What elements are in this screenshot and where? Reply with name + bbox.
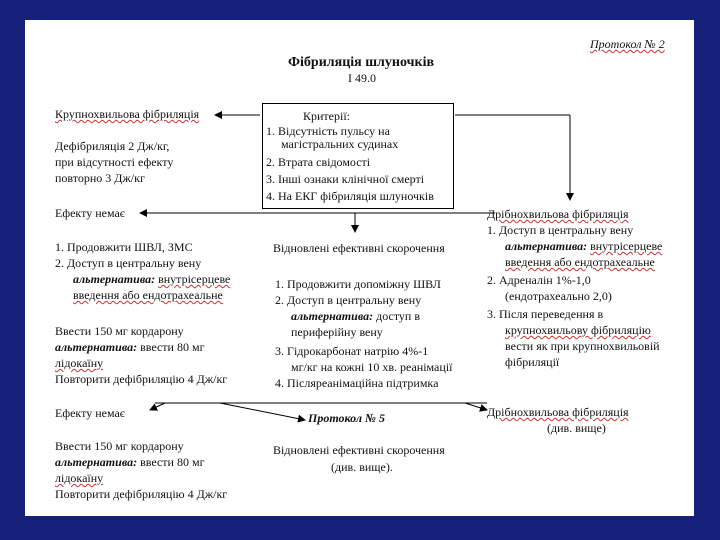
left-drugs-alt-label: альтернатива: bbox=[55, 340, 138, 354]
middle-alt-text: доступ в bbox=[376, 309, 420, 323]
page-title: Фібриляція шлуночків bbox=[288, 55, 435, 70]
left-drugs2-alt-line bbox=[55, 456, 205, 469]
protocol-label: Протокол № 2 bbox=[590, 37, 665, 51]
restored-contractions: Відновлені ефективні скорочення bbox=[273, 241, 445, 255]
criteria-item-4: 4. На ЕКГ фібриляція шлуночків bbox=[266, 189, 434, 203]
protocol-5-label: Протокол № 5 bbox=[308, 411, 385, 425]
criteria-item-1: 1. Відсутність пульсу на bbox=[266, 124, 390, 138]
left-alternative-line bbox=[73, 273, 230, 286]
right-step-3d: фібриляції bbox=[505, 355, 560, 369]
right-alt-line2: введення або ендотрахеальне bbox=[505, 255, 655, 269]
arrow-no-effect-2 bbox=[150, 403, 165, 410]
left-drugs-line3: лідокаїну bbox=[55, 356, 104, 370]
middle-alt-line2: периферійну вену bbox=[291, 325, 383, 339]
left-drugs2-alt-label: альтернатива: bbox=[55, 455, 138, 469]
criteria-heading: Критерії: bbox=[303, 109, 350, 123]
right-step-3b: крупнохвильову фібриляцію bbox=[505, 323, 651, 337]
left-alt-line2: введення або ендотрахеальне bbox=[73, 288, 223, 302]
right-alt-label: альтернатива: bbox=[505, 239, 588, 253]
left-repeat-defib-2: Повторити дефібриляцію 4 Дж/кг bbox=[55, 487, 228, 501]
right-alternative-line bbox=[505, 240, 662, 253]
coarse-fibrillation-heading: Крупнохвильова фібриляція bbox=[55, 107, 200, 121]
defib-line-2: при відсутності ефекту bbox=[55, 155, 174, 169]
middle-alt-label: альтернатива: bbox=[291, 309, 374, 323]
left-drugs-alt-text: ввести 80 мг bbox=[140, 340, 205, 354]
middle-step-1: 1. Продовжити допоміжну ШВЛ bbox=[275, 277, 441, 291]
middle-step-4: 4. Післяреанімаційна підтримка bbox=[275, 376, 439, 390]
arrow-to-fine-bottom bbox=[465, 403, 487, 410]
left-alt-label: альтернатива: bbox=[73, 272, 156, 286]
left-step-2: 2. Доступ в центральну вену bbox=[55, 256, 202, 270]
restored-contractions-2: Відновлені ефективні скорочення bbox=[273, 443, 445, 457]
left-alt-text: внутрісерцеве bbox=[158, 272, 231, 286]
right-alt-text: внутрісерцеве bbox=[590, 239, 663, 253]
defib-line-3: повторно 3 Дж/кг bbox=[55, 171, 145, 185]
left-drugs2-line3: лідокаїну bbox=[55, 471, 104, 485]
middle-step-3b: мг/кг на кожні 10 хв. реанімації bbox=[291, 360, 453, 374]
left-repeat-defib: Повторити дефібриляцію 4 Дж/кг bbox=[55, 372, 228, 386]
right-step-1: 1. Доступ в центральну вену bbox=[487, 223, 634, 237]
flowchart-sheet bbox=[25, 20, 694, 516]
criteria-item-3: 3. Інші ознаки клінічної смерті bbox=[266, 172, 425, 186]
fine-fibrillation-heading: Дрібнохвильова фібриляція bbox=[487, 207, 629, 221]
right-step-3c: вести як при крупнохвильовій bbox=[505, 339, 660, 353]
left-drugs2-line1: Ввести 150 мг кордарону bbox=[55, 439, 184, 453]
arrow-to-restored-2 bbox=[220, 403, 305, 420]
left-drugs-alt-line bbox=[55, 341, 205, 354]
right-step-2b: (ендотрахеально 2,0) bbox=[505, 289, 612, 303]
right-step-3a: 3. Після переведення в bbox=[487, 307, 604, 321]
defib-line-1: Дефібриляція 2 Дж/кг, bbox=[55, 139, 170, 153]
left-drugs-line1: Ввести 150 мг кордарону bbox=[55, 324, 184, 338]
no-effect-label-2: Ефекту немає bbox=[55, 406, 125, 420]
diagnosis-code: I 49.0 bbox=[348, 71, 376, 85]
right-step-2a: 2. Адреналін 1%-1,0 bbox=[487, 273, 591, 287]
right-see-above: (див. вище) bbox=[547, 421, 606, 435]
no-effect-label: Ефекту немає bbox=[55, 206, 125, 220]
left-step-1: 1. Продовжити ШВЛ, ЗМС bbox=[55, 240, 193, 254]
fine-fibrillation-heading-2: Дрібнохвильова фібриляція bbox=[487, 405, 629, 419]
middle-step-2: 2. Доступ в центральну вену bbox=[275, 293, 422, 307]
criteria-box bbox=[262, 103, 454, 209]
left-drugs2-alt-text: ввести 80 мг bbox=[140, 455, 205, 469]
middle-step-3a: 3. Гідрокарбонат натрію 4%-1 bbox=[275, 344, 429, 358]
middle-alternative-line bbox=[291, 310, 420, 323]
criteria-item-2: 2. Втрата свідомості bbox=[266, 155, 371, 169]
middle-see-above: (див. вище). bbox=[331, 460, 393, 474]
criteria-item-1b: магістральних судинах bbox=[281, 137, 399, 151]
